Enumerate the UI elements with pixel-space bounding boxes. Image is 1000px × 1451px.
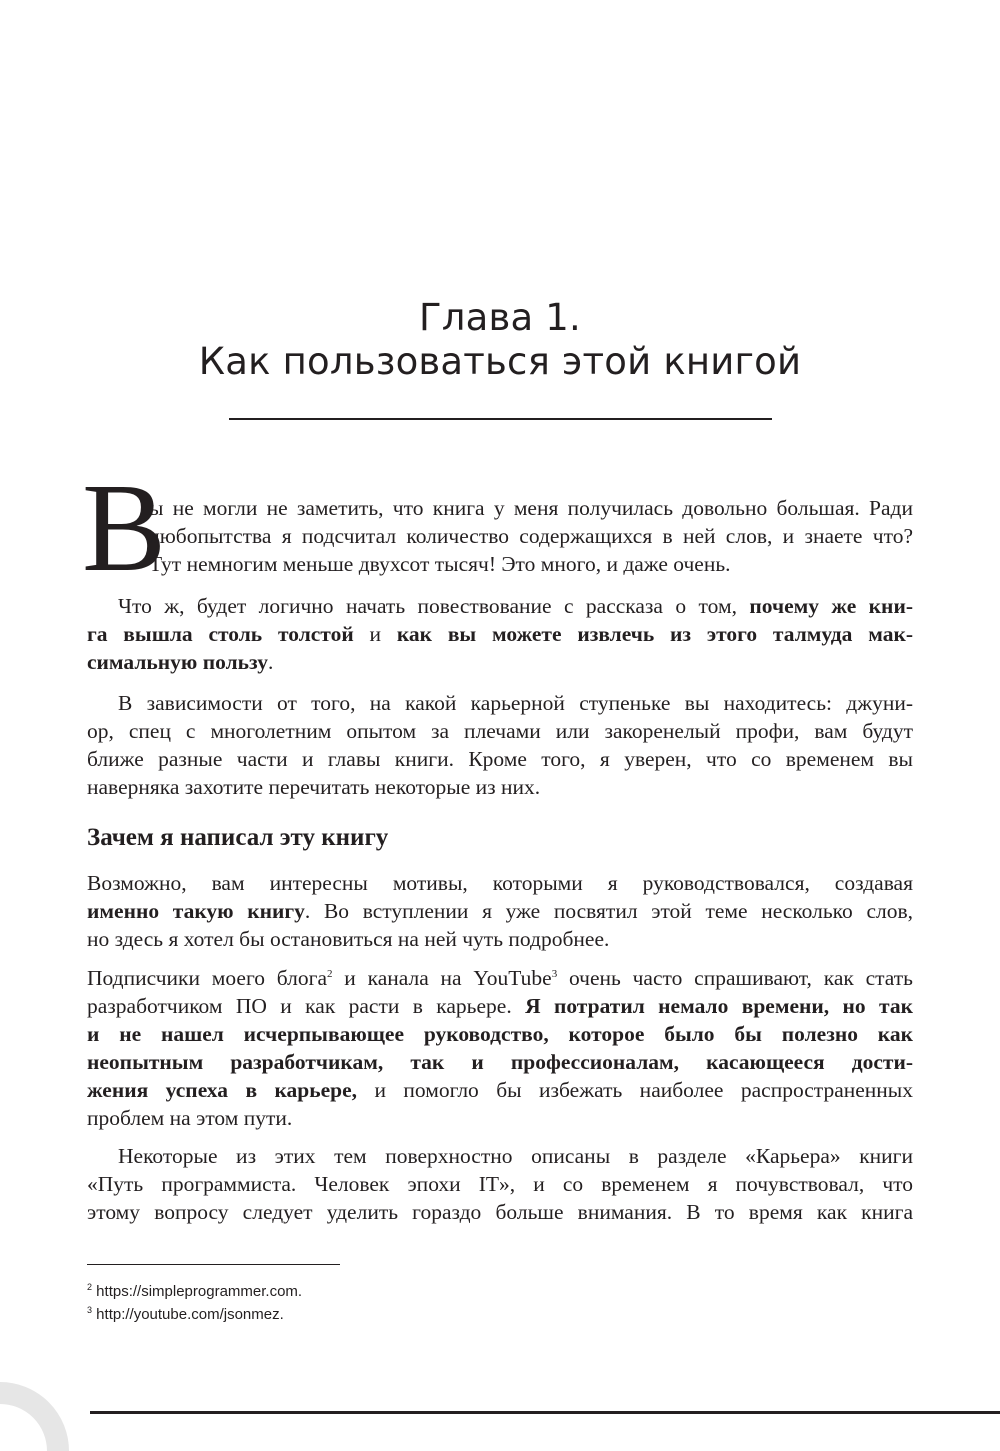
chapter-number: Глава 1.	[418, 296, 582, 339]
text-line	[87, 897, 913, 925]
paragraph-5	[87, 964, 913, 1132]
footnote-number: 2	[87, 1282, 93, 1292]
paragraph-3	[87, 689, 913, 801]
text-line: ы не могли не заметить, что книга у меня получилась довольно большая. Ради	[149, 496, 913, 520]
text-run: . Во вступлении я уже посвятил этой теме несколько слов,	[304, 899, 913, 923]
footnote-link[interactable]: http://youtube.com/jsonmez.	[92, 1306, 284, 1323]
section-heading: Зачем я написал эту книгу	[87, 824, 389, 851]
footnote-ref[interactable]: 3	[551, 968, 558, 980]
text-line	[87, 992, 913, 1020]
text-line: неопытным разработчикам, так и профессионалам, касающееся дости-	[87, 1050, 913, 1074]
text-line: В зависимости от того, на какой карьерной ступеньке вы находитесь: джуни-	[118, 691, 913, 715]
bold-text: как вы можете извлечь из этого талмуда мак-	[396, 622, 914, 646]
text-line: и не нашел исчерпывающее руководство, которое было бы полезно как	[87, 1022, 913, 1046]
text-line: Некоторые из этих тем поверхностно описаны в разделе «Карьера» книги	[118, 1144, 913, 1168]
intro-paragraph	[149, 494, 913, 578]
text-run: и	[353, 622, 397, 646]
text-line: Тут немногим меньше двухсот тысяч! Это много, и даже очень.	[149, 552, 731, 576]
paragraph-4	[87, 869, 913, 953]
text-run: очень часто спрашивают, как стать	[557, 966, 913, 990]
text-run: .	[267, 650, 274, 674]
text-line	[87, 1076, 913, 1104]
text-line: этому вопросу следует уделить гораздо больше внимания. В то время как книга	[87, 1200, 913, 1224]
drop-cap: В	[82, 459, 167, 598]
text-run: Подписчики моего блога	[87, 966, 328, 990]
text-run: Что ж, будет логично начать повествование с рассказа о том,	[118, 594, 750, 618]
page-bottom-rule	[90, 1411, 1000, 1414]
text-run: и помогло бы избежать наиболее распространенных	[357, 1078, 914, 1102]
text-run: и канала на YouTube	[332, 966, 552, 990]
bold-text: жения успеха в карьере,	[87, 1078, 358, 1102]
bold-text: почему же кни-	[749, 594, 913, 618]
text-line	[87, 620, 913, 648]
bold-text: Я потратил немало времени, но так	[525, 994, 913, 1018]
text-line: но здесь я хотел бы остановиться на ней чуть подробнее.	[87, 927, 610, 951]
paragraph-2	[87, 592, 913, 676]
bold-text: именно такую книгу	[87, 899, 305, 923]
footnote-divider	[87, 1264, 340, 1265]
text-line: ближе разные части и главы книги. Кроме того, я уверен, что со временем вы	[87, 747, 913, 771]
text-line: «Путь программиста. Человек эпохи IT», и со временем я почувствовал, что	[87, 1172, 913, 1196]
bold-text: га вышла столь толстой	[87, 622, 354, 646]
footnote-3	[87, 1306, 284, 1323]
footnote-2	[87, 1283, 302, 1300]
page-corner-decoration	[0, 1364, 80, 1451]
text-line: Возможно, вам интересны мотивы, которыми я руководствовался, создавая	[87, 871, 913, 895]
footnote-ref[interactable]: 2	[327, 968, 333, 980]
bold-text: симальную пользу	[87, 650, 268, 674]
text-run: разработчиком ПО и как расти в карьере.	[87, 994, 526, 1018]
title-divider	[229, 418, 772, 420]
chapter-title: Как пользоваться этой книгой	[198, 340, 802, 383]
text-line	[87, 964, 913, 992]
footnote-number: 3	[87, 1305, 93, 1315]
text-line: наверняка захотите перечитать некоторые из них.	[87, 775, 541, 799]
text-line: любопытства я подсчитал количество содержащихся в ней слов, и знаете что?	[149, 524, 913, 548]
text-line: ор, спец с многолетним опытом за плечами или закоренелый профи, вам будут	[87, 719, 913, 743]
footnote-link[interactable]: https://simpleprogrammer.com.	[92, 1283, 303, 1300]
text-line	[87, 648, 913, 676]
text-line: проблем на этом пути.	[87, 1106, 293, 1130]
paragraph-6	[87, 1142, 913, 1226]
text-line	[87, 592, 913, 620]
